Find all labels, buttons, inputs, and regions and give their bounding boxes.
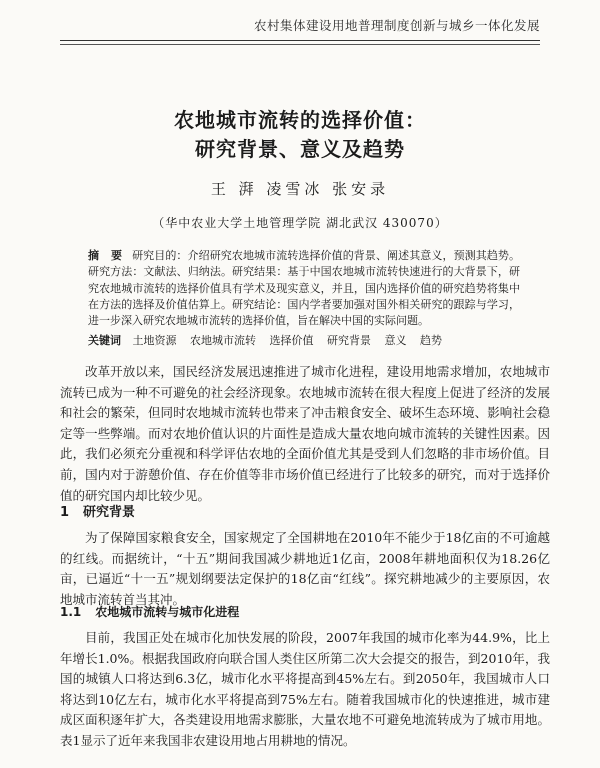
intro-paragraph: 改革开放以来，国民经济发展迅速推进了城市化进程，建设用地需求增加，农地城市流转已成为一种不可避免的社会经济现象。农地城市流转在很大程度上促进了经济的发展和社会的繁荣，但同时农地城市流转也带来了冲击粮食安全、破坏生态环境、影响社会稳定等一些弊端。而对农地价值认识的片面性是造成大量农地向城市流转的关键性因素。因此，我们必须充分重视和科学评估农地的全面价值尤其是受到人们忽略的非市场价值。目前，国内对于游憩价值、存在价值等非市场价值已经进行了比较多的研究，而对于选择价值的研究国内却比较少见。	[60, 364, 550, 503]
section-title: 研究背景	[83, 505, 136, 520]
keyword: 趋势	[420, 334, 442, 347]
abstract-text: 研究目的：介绍研究农地城市流转选择价值的背景、阐述其意义，预测其趋势。研究方法：文献法、归纳法。研究结果：基于中国农地城市流转快速进行的大背景下，研究农地城市流转的选择价值具有学术及现实意义，并且，国内选择价值的研究趋势将集中在方法的选择及价值估算上。研究结论：国内学者要加强对国外相关研究的跟踪与学习，进一步深入研究农地城市流转的选择价值，旨在解决中国的实际问题。	[88, 249, 520, 328]
running-header	[60, 6, 540, 46]
keyword: 选择价值	[269, 334, 314, 347]
subsection-title: 农地城市流转与城市化进程	[95, 605, 240, 619]
header-rule-thin	[60, 44, 540, 45]
subsection-number: 1.1	[60, 605, 82, 619]
body-paragraph: 目前，我国正处在城市化加快发展的阶段，2007年我国的城市化率为44.9%，比上年增长1.0%。根据我国政府向联合国人类住区所第二次大会提交的报告，到2010年，我国的城镇人口将达到6.3亿，城市化水平将提高到45%左右。到2050年，我国城市人口将达到10亿左右，城市化水平将提高到75%左右。随着我国城市化的快速推进，城市建成区面积逐年扩大，各类建设用地需求膨胀，大量农地不可避免地流转成为了城市用地。表1显示了近年来我国非农建设用地占用耕地的情况。	[60, 630, 550, 748]
keyword: 意义	[384, 334, 407, 347]
section-number: 1	[60, 505, 70, 520]
section-heading	[60, 501, 135, 520]
paper-title-line1: 农地城市流转的选择价值：	[174, 108, 426, 132]
subsection-heading	[60, 603, 239, 620]
keyword: 研究背景	[327, 334, 371, 347]
keywords-label: 关键词	[88, 334, 121, 347]
keyword: 土地资源	[132, 334, 177, 347]
keyword: 农地城市流转	[190, 334, 256, 347]
author-list: 王 湃 凌雪冰 张安录	[210, 180, 390, 198]
keywords	[88, 332, 528, 348]
body-paragraph: 为了保障国家粮食安全，国家规定了全国耕地在2010年不能少于18亿亩的不可逾越的红线。而据统计，“十五”期间我国减少耕地近1亿亩，2008年耕地面积仅为18.26亿亩，已逼近“十一五”规划纲要法定保护的18亿亩“红线”。探究耕地减少的主要原因，农地城市流转首当其冲。	[60, 530, 550, 607]
abstract	[88, 248, 520, 329]
header-rule-thick	[60, 40, 540, 41]
abstract-label: 摘 要	[88, 249, 127, 262]
running-header-text: 农村集体建设用地普理制度创新与城乡一体化发展	[253, 18, 540, 33]
paper-title-line2: 研究背景、意义及趋势	[195, 137, 405, 161]
affiliation: （华中农业大学土地管理学院 湖北武汉 430070）	[152, 216, 448, 230]
